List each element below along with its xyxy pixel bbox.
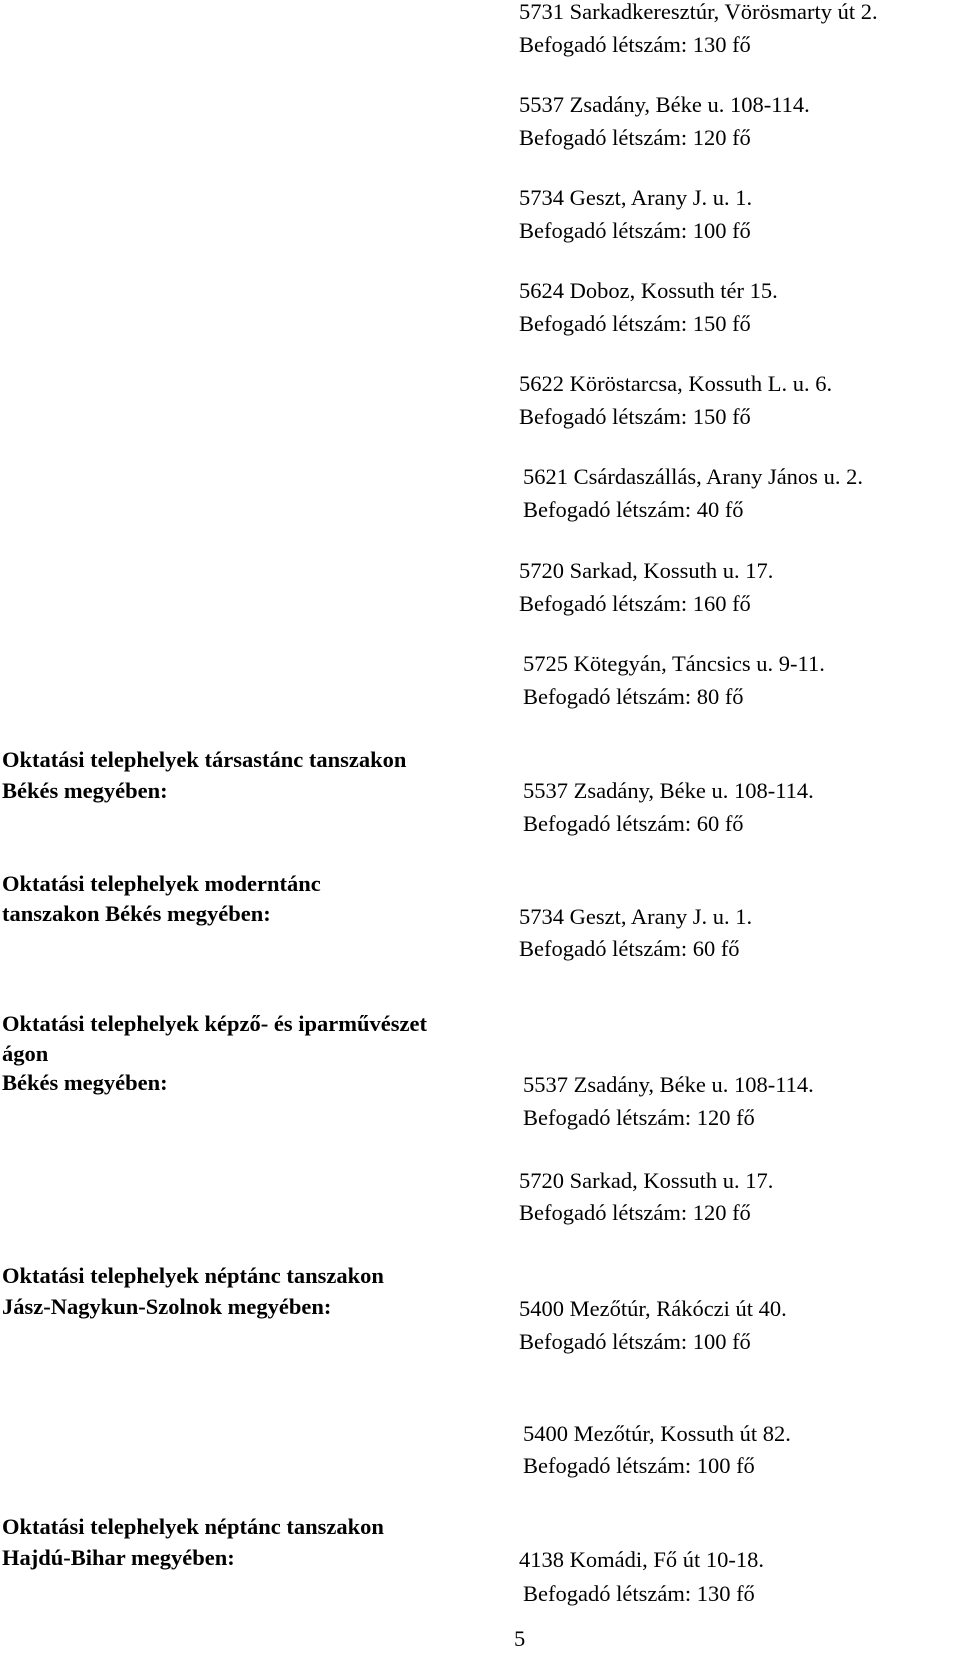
section-heading: Oktatási telephelyek moderntánc: [2, 871, 321, 896]
section-heading: Jász-Nagykun-Szolnok megyében:: [2, 1294, 332, 1319]
address-text: 5622 Köröstarcsa, Kossuth L. u. 6.: [519, 371, 833, 396]
section-heading: Oktatási telephelyek képző- és iparművészet: [2, 1011, 427, 1036]
capacity-text: Befogadó létszám: 100 fő: [519, 1329, 751, 1354]
address-text: 5725 Kötegyán, Táncsics u. 9-11.: [523, 651, 825, 676]
address-text: 5624 Doboz, Kossuth tér 15.: [519, 278, 778, 303]
address-text: 5720 Sarkad, Kossuth u. 17.: [519, 558, 774, 583]
capacity-text: Befogadó létszám: 150 fő: [519, 311, 751, 336]
capacity-text: Befogadó létszám: 160 fő: [519, 591, 751, 616]
section-heading: Oktatási telephelyek néptánc tanszakon: [2, 1263, 384, 1288]
page-number: 5: [514, 1626, 526, 1651]
section-heading: ágon: [2, 1041, 49, 1066]
capacity-text: Befogadó létszám: 120 fő: [519, 1200, 751, 1225]
address-text: 5720 Sarkad, Kossuth u. 17.: [519, 1168, 774, 1193]
address-text: 5537 Zsadány, Béke u. 108-114.: [523, 1072, 814, 1097]
capacity-text: Befogadó létszám: 120 fő: [523, 1105, 755, 1130]
capacity-text: Befogadó létszám: 130 fő: [523, 1581, 755, 1606]
address-text: 4138 Komádi, Fő út 10-18.: [519, 1547, 764, 1572]
address-text: 5400 Mezőtúr, Rákóczi út 40.: [519, 1296, 787, 1321]
section-heading: Oktatási telephelyek társastánc tanszakon: [2, 747, 407, 772]
address-text: 5400 Mezőtúr, Kossuth út 82.: [523, 1421, 791, 1446]
address-text: 5621 Csárdaszállás, Arany János u. 2.: [523, 464, 863, 489]
section-heading: Békés megyében:: [2, 778, 168, 803]
capacity-text: Befogadó létszám: 80 fő: [523, 684, 744, 709]
capacity-text: Befogadó létszám: 40 fő: [523, 497, 744, 522]
capacity-text: Befogadó létszám: 120 fő: [519, 125, 751, 150]
capacity-text: Befogadó létszám: 150 fő: [519, 404, 751, 429]
section-heading: Oktatási telephelyek néptánc tanszakon: [2, 1514, 384, 1539]
section-heading: Hajdú-Bihar megyében:: [2, 1545, 235, 1570]
capacity-text: Befogadó létszám: 60 fő: [519, 936, 740, 961]
capacity-text: Befogadó létszám: 100 fő: [519, 218, 751, 243]
section-heading: Békés megyében:: [2, 1070, 168, 1095]
capacity-text: Befogadó létszám: 130 fő: [519, 32, 751, 57]
address-text: 5734 Geszt, Arany J. u. 1.: [519, 185, 753, 210]
address-text: 5734 Geszt, Arany J. u. 1.: [519, 904, 753, 929]
address-text: 5537 Zsadány, Béke u. 108-114.: [519, 92, 810, 117]
address-text: 5537 Zsadány, Béke u. 108-114.: [523, 778, 814, 803]
section-heading: tanszakon Békés megyében:: [2, 901, 271, 926]
capacity-text: Befogadó létszám: 60 fő: [523, 811, 744, 836]
address-text: 5731 Sarkadkeresztúr, Vörösmarty út 2.: [519, 0, 878, 24]
capacity-text: Befogadó létszám: 100 fő: [523, 1453, 755, 1478]
